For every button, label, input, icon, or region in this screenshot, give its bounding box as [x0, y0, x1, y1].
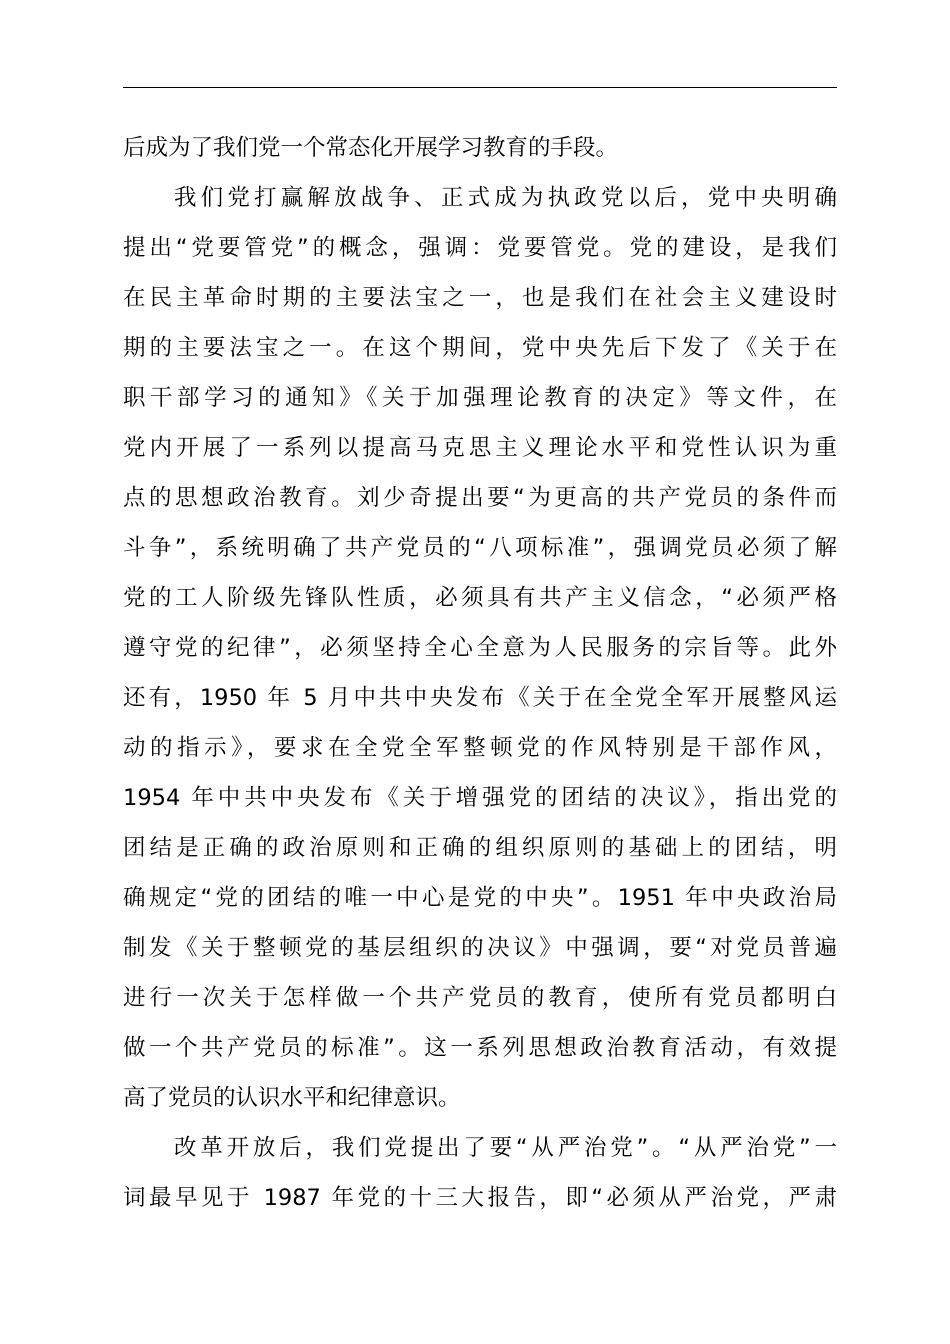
text-line: 1954 年中共中央发布《关于增强党的团结的决议》，指出党的 [123, 785, 837, 811]
text-line: 斗争”，系统明确了共产党员的“八项标准”，强调党员必须了解 [123, 535, 837, 561]
text-line: 动的指示》，要求在全党全军整顿党的作风特别是干部作风， [123, 735, 837, 761]
text-line: 在民主革命时期的主要法宝之一，也是我们在社会主义建设时 [123, 285, 837, 311]
body-text [123, 123, 837, 1223]
text-line: 制发《关于整顿党的基层组织的决议》中强调，要“对党员普遍 [123, 935, 837, 961]
text-line: 提出“党要管党”的概念，强调：党要管党。党的建设，是我们 [123, 235, 837, 261]
text-line: 后成为了我们党一个常态化开展学习教育的手段。 [123, 135, 619, 161]
text-line: 还有，1950 年 5 月中共中央发布《关于在全党全军开展整风运 [123, 685, 837, 711]
text-line: 党的工人阶级先锋队性质，必须具有共产主义信念，“必须严格 [123, 585, 837, 611]
text-line: 团结是正确的政治原则和正确的组织原则的基础上的团结，明 [123, 835, 837, 861]
text-line: 职干部学习的通知》《关于加强理论教育的决定》等文件，在 [123, 385, 837, 411]
text-line: 改革开放后，我们党提出了要“从严治党”。“从严治党”一 [174, 1135, 837, 1161]
text-line: 期的主要法宝之一。在这个期间，党中央先后下发了《关于在 [123, 335, 837, 361]
text-line: 进行一次关于怎样做一个共产党员的教育，使所有党员都明白 [123, 985, 837, 1011]
text-line: 点的思想政治教育。刘少奇提出要“为更高的共产党员的条件而 [123, 485, 837, 511]
text-line: 遵守党的纪律”，必须坚持全心全意为人民服务的宗旨等。此外 [123, 635, 837, 661]
header-rule [123, 87, 837, 88]
text-line: 党内开展了一系列以提高马克思主义理论水平和党性认识为重 [123, 435, 837, 461]
text-line: 确规定“党的团结的唯一中心是党的中央”。1951 年中央政治局 [123, 885, 837, 911]
text-line: 做一个共产党员的标准”。这一系列思想政治教育活动，有效提 [123, 1035, 837, 1061]
text-line: 高了党员的认识水平和纪律意识。 [123, 1085, 461, 1111]
text-line: 我们党打赢解放战争、正式成为执政党以后，党中央明确 [174, 185, 837, 211]
text-line: 词最早见于 1987 年党的十三大报告，即“必须从严治党，严肃 [123, 1185, 837, 1211]
